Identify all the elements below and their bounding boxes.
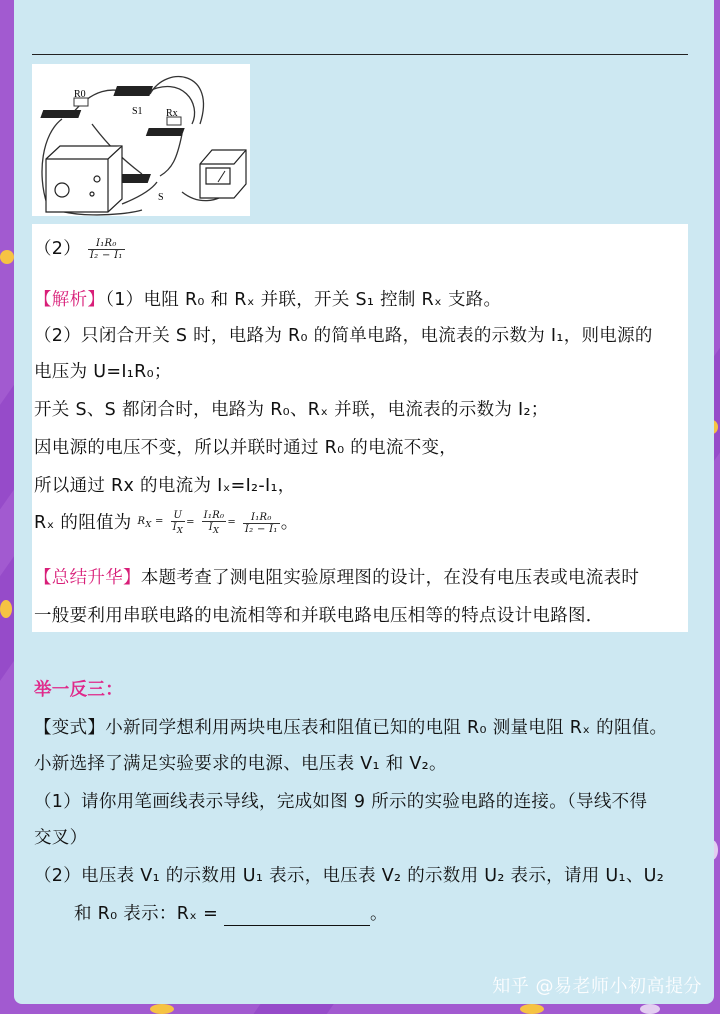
label-r0: R0 xyxy=(74,89,86,100)
top-divider xyxy=(32,54,688,55)
watermark: 知乎 @易老师小初高提分 xyxy=(492,976,702,997)
answer-blank[interactable] xyxy=(224,907,370,926)
summary-tag: 【总结升华】 xyxy=(34,568,141,588)
circuit-figure xyxy=(32,64,250,216)
analysis-tag: 【解析】 xyxy=(34,290,106,310)
analysis-line-5: 因电源的电压不变，所以并联时通过 R₀ 的电流不变， xyxy=(34,438,458,458)
formula-lhs: $R_X$ = xyxy=(137,516,164,529)
practice-line-3: （1）请你用笔画线表示导线，完成如图 9 所示的实验电路的连接。（导线不得 xyxy=(34,792,648,812)
analysis-line-4: 开关 S、S 都闭合时，电路为 R₀、Rₓ 并联，电流表的示数为 I₂； xyxy=(34,400,549,420)
practice-line-5: （2）电压表 V₁ 的示数用 U₁ 表示，电压表 V₂ 的示数用 U₂ 表示，请用 U₁、U₂ xyxy=(34,866,665,886)
label-s1: S1 xyxy=(132,106,143,117)
practice-heading: 举一反三： xyxy=(34,680,123,700)
label-rx: Rx xyxy=(166,108,178,119)
practice-line-2: 小新选择了满足实验要求的电源、电压表 V₁ 和 V₂。 xyxy=(34,754,447,774)
answer-fraction: $\frac{\text{I₁R₀}}{\text{I₂ − I₁}}$ xyxy=(89,237,123,261)
practice-line-6: 和 R₀ 表示：Rₓ = 。 xyxy=(74,904,388,924)
analysis-line-2: （2）只闭合开关 S 时，电路为 R₀ 的简单电路，电流表的示数为 I₁，则电源的 xyxy=(34,326,653,346)
analysis-line-7: Rₓ 的阻值为 $R_X$ = $\frac{U}{I_X}$ = $\frac{\text{I₁R₀}}{I_X}$ = $\frac{\text{I₁R₀}}{\text{I₂ − I₁}}$ 。 xyxy=(34,510,299,535)
answer-prefix: （2） xyxy=(34,239,82,259)
summary-line-1: 【总结升华】本题考查了测电阻实验原理图的设计，在没有电压表或电流表时 xyxy=(34,568,640,588)
practice-line-4: 交叉） xyxy=(34,828,88,848)
label-s: S xyxy=(158,192,164,203)
answer-line xyxy=(34,237,126,261)
formula-frac-3: $\frac{\text{I₁R₀}}{\text{I₂ − I₁}}$ xyxy=(244,511,278,535)
analysis-line-1: 【解析】（1）电阻 R₀ 和 Rₓ 并联，开关 S₁ 控制 Rₓ 支路。 xyxy=(34,290,502,310)
analysis-line-6: 所以通过 Rx 的电流为 Iₓ=I₂-I₁， xyxy=(34,476,296,496)
analysis-line-3: 电压为 U=I₁R₀； xyxy=(34,362,172,382)
summary-line-2: 一般要利用串联电路的电流相等和并联电路电压相等的特点设计电路图． xyxy=(34,606,604,626)
practice-line-1: 【变式】小新同学想利用两块电压表和阻值已知的电阻 R₀ 测量电阻 Rₓ 的阻值。 xyxy=(34,718,668,738)
formula-frac-1: $\frac{U}{I_X}$ xyxy=(172,510,184,535)
formula-frac-2: $\frac{\text{I₁R₀}}{I_X}$ xyxy=(203,510,225,535)
